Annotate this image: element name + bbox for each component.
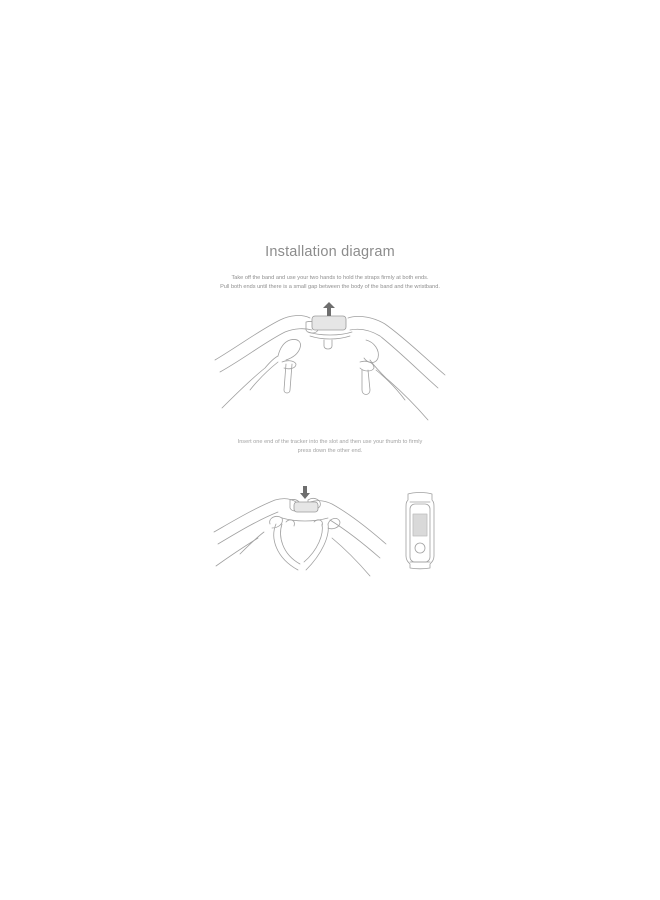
illustration-thumb-pressing-tracker: [210, 474, 390, 578]
step1-line-1: Take off the band and use your two hands to hold the straps firmly at both ends.: [231, 275, 429, 281]
arrow-up-icon: [323, 302, 335, 316]
step2-line-1: Insert one end of the tracker into the slot and then use your thumb to firmly: [237, 439, 423, 445]
tracker-button: [415, 543, 425, 553]
illustration-hands-pulling-strap: [210, 300, 450, 428]
step2-line-2: press down the other end.: [297, 447, 363, 454]
page-title: Installation diagram: [265, 244, 395, 260]
illustration-assembled-band: [400, 490, 440, 570]
step2-instructions: [180, 438, 480, 455]
step1-instructions: [0, 274, 660, 292]
step1-line-2: Pull both ends until there is a small gap between the body of the band and the wristband.: [220, 284, 440, 290]
tracker-screen: [413, 514, 427, 536]
arrow-down-icon: [300, 486, 310, 499]
